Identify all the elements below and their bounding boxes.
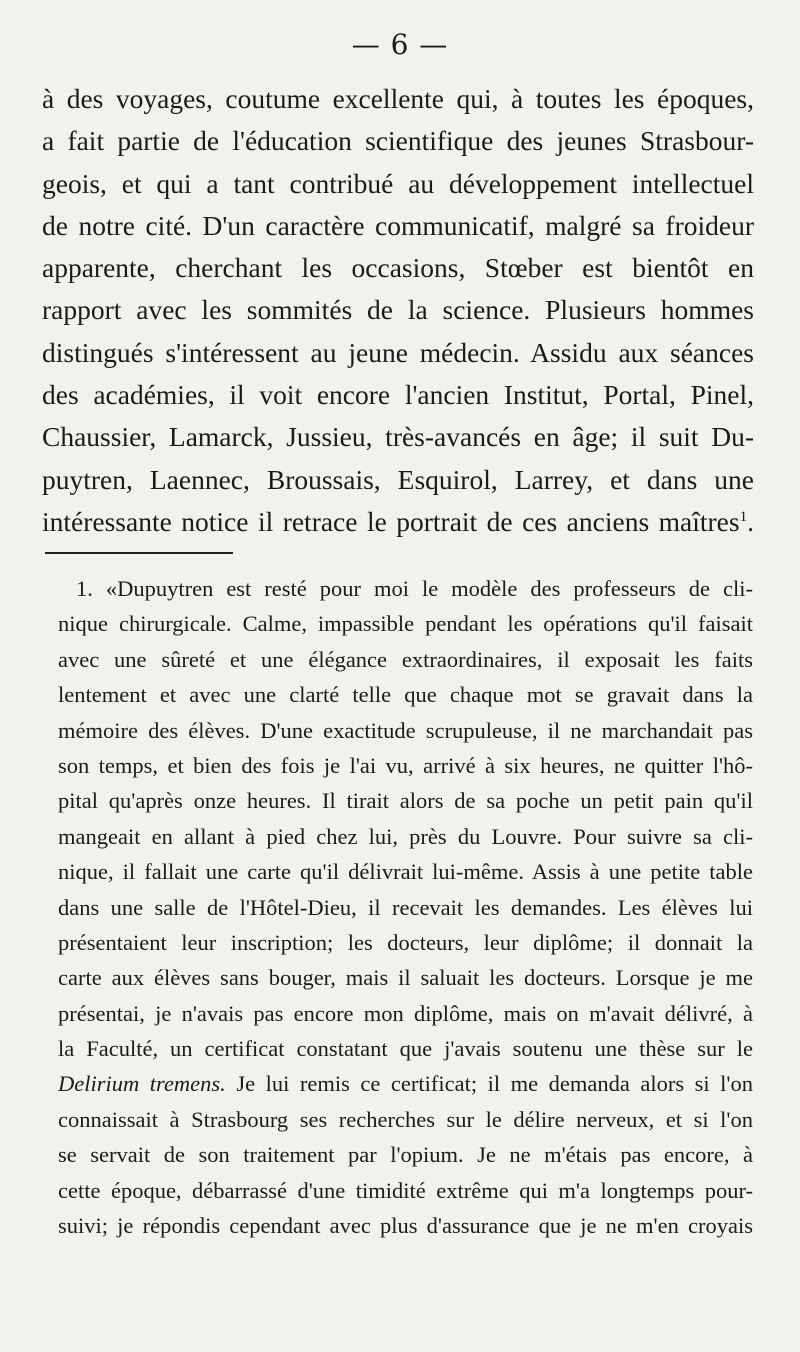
body-line: rapport avec les sommités de la science. Plusieurs hommes (42, 294, 754, 326)
footnote-line-italic (58, 1066, 753, 1101)
body-line: apparente, cherchant les occasions, Stœber est bientôt en (42, 252, 754, 284)
footnote-line: dans une salle de l'Hôtel-Dieu, il recevait les demandes. Les élèves lui (58, 894, 753, 920)
footnote-line: avec une sûreté et une élégance extraordinaires, il exposait les faits (58, 646, 753, 672)
footnote-line: suivi; je répondis cependant avec plus d'assurance que je ne m'en croyais (58, 1213, 753, 1239)
body-line-last: intéressante notice il retrace le portrait de ces anciens maîtres$^1$. (42, 505, 754, 537)
footnote-reference: 1 (739, 508, 748, 525)
page-number: — 6 — (351, 28, 449, 61)
footnote-line: nique, il fallait une carte qu'il délivrait lui-même. Assis à une petite table (58, 859, 753, 885)
footnote-line: se servait de son traitement par l'opium. Je ne m'étais pas encore, à (58, 1142, 753, 1168)
body-line: a fait partie de l'éducation scientifique des jeunes Strasbour- (42, 125, 754, 157)
footnote-line: pital qu'après onze heures. Il tirait alors de sa poche un petit pain qu'il (58, 788, 753, 814)
body-line: distingués s'intéressent au jeune médecin. Assidu aux séances (42, 336, 754, 368)
body-line: Chaussier, Lamarck, Jussieu, très-avancés en âge; il suit Du- (42, 421, 754, 453)
footnote-separator (45, 552, 233, 554)
body-text (42, 78, 754, 543)
footnote-line: 1. «Dupuytren est resté pour moi le modèle des professeurs de cli- (76, 576, 753, 601)
footnote-line: la Faculté, un certificat constatant que j'avais soutenu une thèse sur le (58, 1036, 753, 1062)
footnote-line: lentement et avec une clarté telle que chaque mot se gravait dans la (58, 682, 753, 708)
footnote (58, 571, 753, 1243)
body-line: puytren, Laennec, Broussais, Esquirol, Larrey, et dans une (42, 463, 754, 495)
body-line: à des voyages, coutume excellente qui, à toutes les époques, (42, 83, 754, 114)
footnote-line: nique chirurgicale. Calme, impassible pendant les opérations qu'il faisait (58, 611, 753, 637)
body-line: geois, et qui a tant contribué au développement intellectuel (42, 167, 754, 199)
latin-term: Delirium tremens. (58, 1071, 226, 1097)
footnote-line-rest: Je lui remis ce certificat; il me demanda alors si l'on (225, 1071, 753, 1097)
footnote-line: cette époque, débarrassé d'une timidité extrême qui m'a longtemps pour- (58, 1177, 753, 1203)
footnote-line: son temps, et bien des fois je l'ai vu, arrivé à six heures, ne quitter l'hô- (58, 752, 753, 778)
footnote-line: carte aux élèves sans bouger, mais il saluait les docteurs. Lorsque je me (58, 965, 753, 991)
footnote-line: mangeait en allant à pied chez lui, près du Louvre. Pour suivre sa cli- (58, 823, 753, 849)
footnote-line: connaissait à Strasbourg ses recherches sur le délire nerveux, et si l'on (58, 1106, 753, 1132)
footnote-line: présentai, je n'avais pas encore mon diplôme, mais on m'avait délivré, à (58, 1000, 753, 1026)
footnote-line: présentaient leur inscription; les docteurs, leur diplôme; il donnait la (58, 929, 753, 955)
body-line: des académies, il voit encore l'ancien Institut, Portal, Pinel, (42, 379, 754, 411)
body-line: de notre cité. D'un caractère communicatif, malgré sa froideur (42, 209, 754, 241)
footnote-line: mémoire des élèves. D'une exactitude scrupuleuse, il ne marchandait pas (58, 717, 753, 743)
body-line-text: intéressante notice il retrace le portrait de ces anciens maîtres (42, 505, 740, 537)
